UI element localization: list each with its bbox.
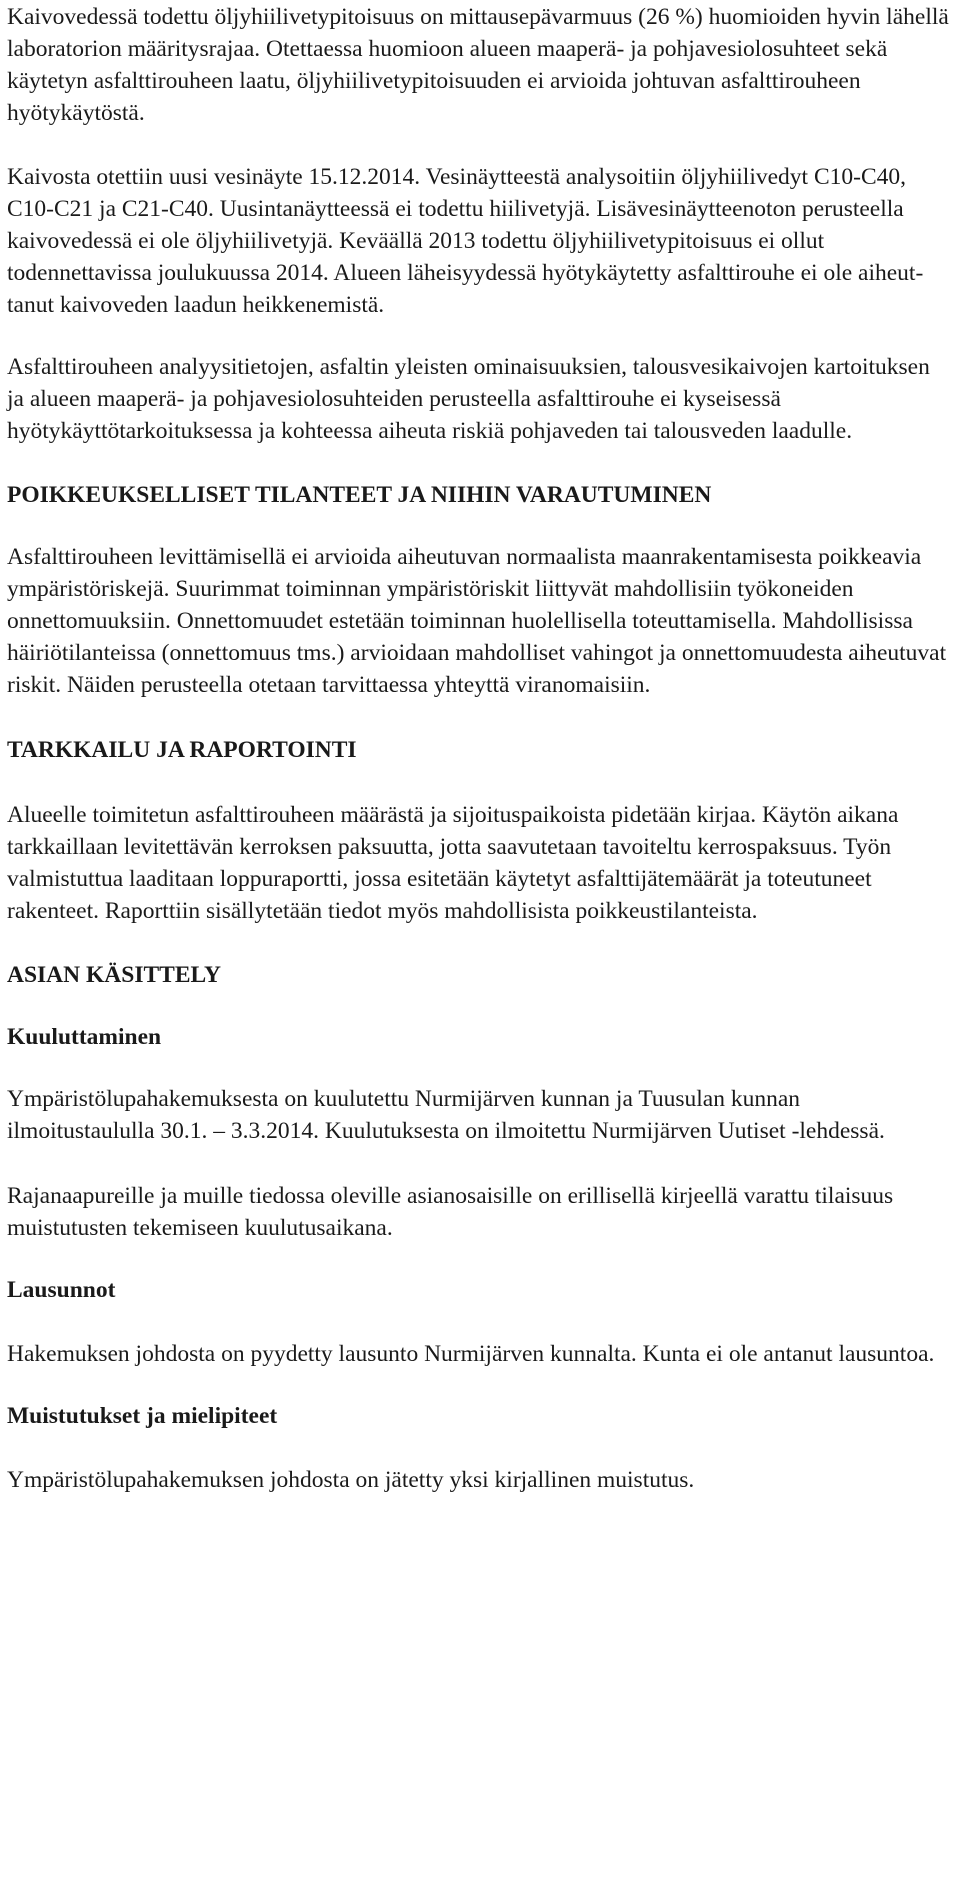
- paragraph-new-water-sample: Kaivosta otettiin uusi vesinäyte 15.12.2014. Vesinäytteestä analysoitiin öljyhiilivedyt C10-C40, C10-C21 ja C21-C40. Uusintanäytteessä ei todettu hiilivetyjä. Lisävesinäytteenoton perusteella kaivovedessä ei ole öljyhiilivetyjä. Keväällä 2013 todettu öljyhiilivetypitoisuus ei ollut todennettavissa joulukuussa 2014. Alueen läheisyydessä hyötykäytetty asfalttirouhe ei ole aiheuttanut kaivoveden laadun heikkenemistä.: [7, 164, 924, 318]
- heading-statements: Lausunnot: [7, 1277, 116, 1303]
- heading-case-handling: ASIAN KÄSITTELY: [7, 962, 221, 988]
- heading-exceptional-situations: POIKKEUKSELLISET TILANTEET JA NIIHIN VARAUTUMINEN: [7, 482, 712, 508]
- paragraph-exceptional-situations: Asfalttirouheen levittämisellä ei arvioida aiheutuvan normaalista maanrakentamisesta poikkeavia ympäristöriskejä. Suurimmat toiminnan ympäristöriskit liittyvät mahdollisiin työkoneiden onnettomuuksiin. Onnettomuudet estetään toiminnan huolellisella toteuttamisella. Mahdollisissa häiriötilanteissa (onnettomuus tms.) arvioidaan mahdolliset vahingot ja onnettomuudesta aiheutuvat riskit. Näiden perusteella otetaan tarvittaessa yhteyttä viranomaisiin.: [7, 544, 947, 698]
- heading-public-notice: Kuuluttaminen: [7, 1024, 162, 1050]
- paragraph-statements: Hakemuksen johdosta on pyydetty lausunto Nurmijärven kunnalta. Kunta ei ole antanut lausuntoa.: [7, 1341, 935, 1367]
- paragraph-public-notice: Ympäristölupahakemuksesta on kuulutettu Nurmijärven kunnan ja Tuusulan kunnan ilmoitustaululla 30.1. – 3.3.2014. Kuulutuksesta on ilmoitettu Nurmijärven Uutiset -lehdessä.: [7, 1086, 885, 1144]
- heading-objections-opinions: Muistutukset ja mielipiteet: [7, 1403, 278, 1429]
- paragraph-risk-assessment: Asfalttirouheen analyysitietojen, asfaltin yleisten ominaisuuksien, talousvesikaivojen kartoituksen ja alueen maaperä- ja pohjavesiolosuhteiden perusteella asfalttirouhe ei kyseisessä hyötykäyttötarkoituksessa ja kohteessa aiheuta riskiä pohjaveden tai talousveden laadulle.: [7, 354, 930, 444]
- paragraph-monitoring-reporting: Alueelle toimitetun asfalttirouheen määrästä ja sijoituspaikoista pidetään kirjaa. Käytön aikana tarkkaillaan levitettävän kerroksen paksuutta, jotta saavutetaan tavoiteltu kerrospaksuus. Työn valmistuttua laaditaan loppuraportti, jossa esitetään käytetyt asfalttijätemäärät ja toteutuneet rakenteet. Raporttiin sisällytetään tiedot myös mahdollisista poikkeustilanteista.: [7, 802, 899, 924]
- paragraph-oil-hydrocarbon-finding: Kaivovedessä todettu öljyhiilivetypitoisuus on mittausepävarmuus (26 %) huomioiden hyvin lähellä laboratorion määritysrajaa. Otettaessa huomioon alueen maaperä- ja pohjavesiolosuhteet sekä käytetyn asfalttirouheen laatu, öljyhiilivetypitoisuuden ei arvioida johtuvan asfalttirouheen hyötykäytöstä.: [7, 4, 949, 126]
- document-page: [7, 0, 952, 1496]
- paragraph-objections-opinions: Ympäristölupahakemuksen johdosta on jätetty yksi kirjallinen muistutus.: [7, 1467, 695, 1493]
- heading-monitoring-reporting: TARKKAILU JA RAPORTOINTI: [7, 737, 357, 763]
- paragraph-neighbours-notice: Rajanaapureille ja muille tiedossa oleville asianosaisille on erillisellä kirjeellä varattu tilaisuus muistutusten tekemiseen kuulutusaikana.: [7, 1183, 894, 1241]
